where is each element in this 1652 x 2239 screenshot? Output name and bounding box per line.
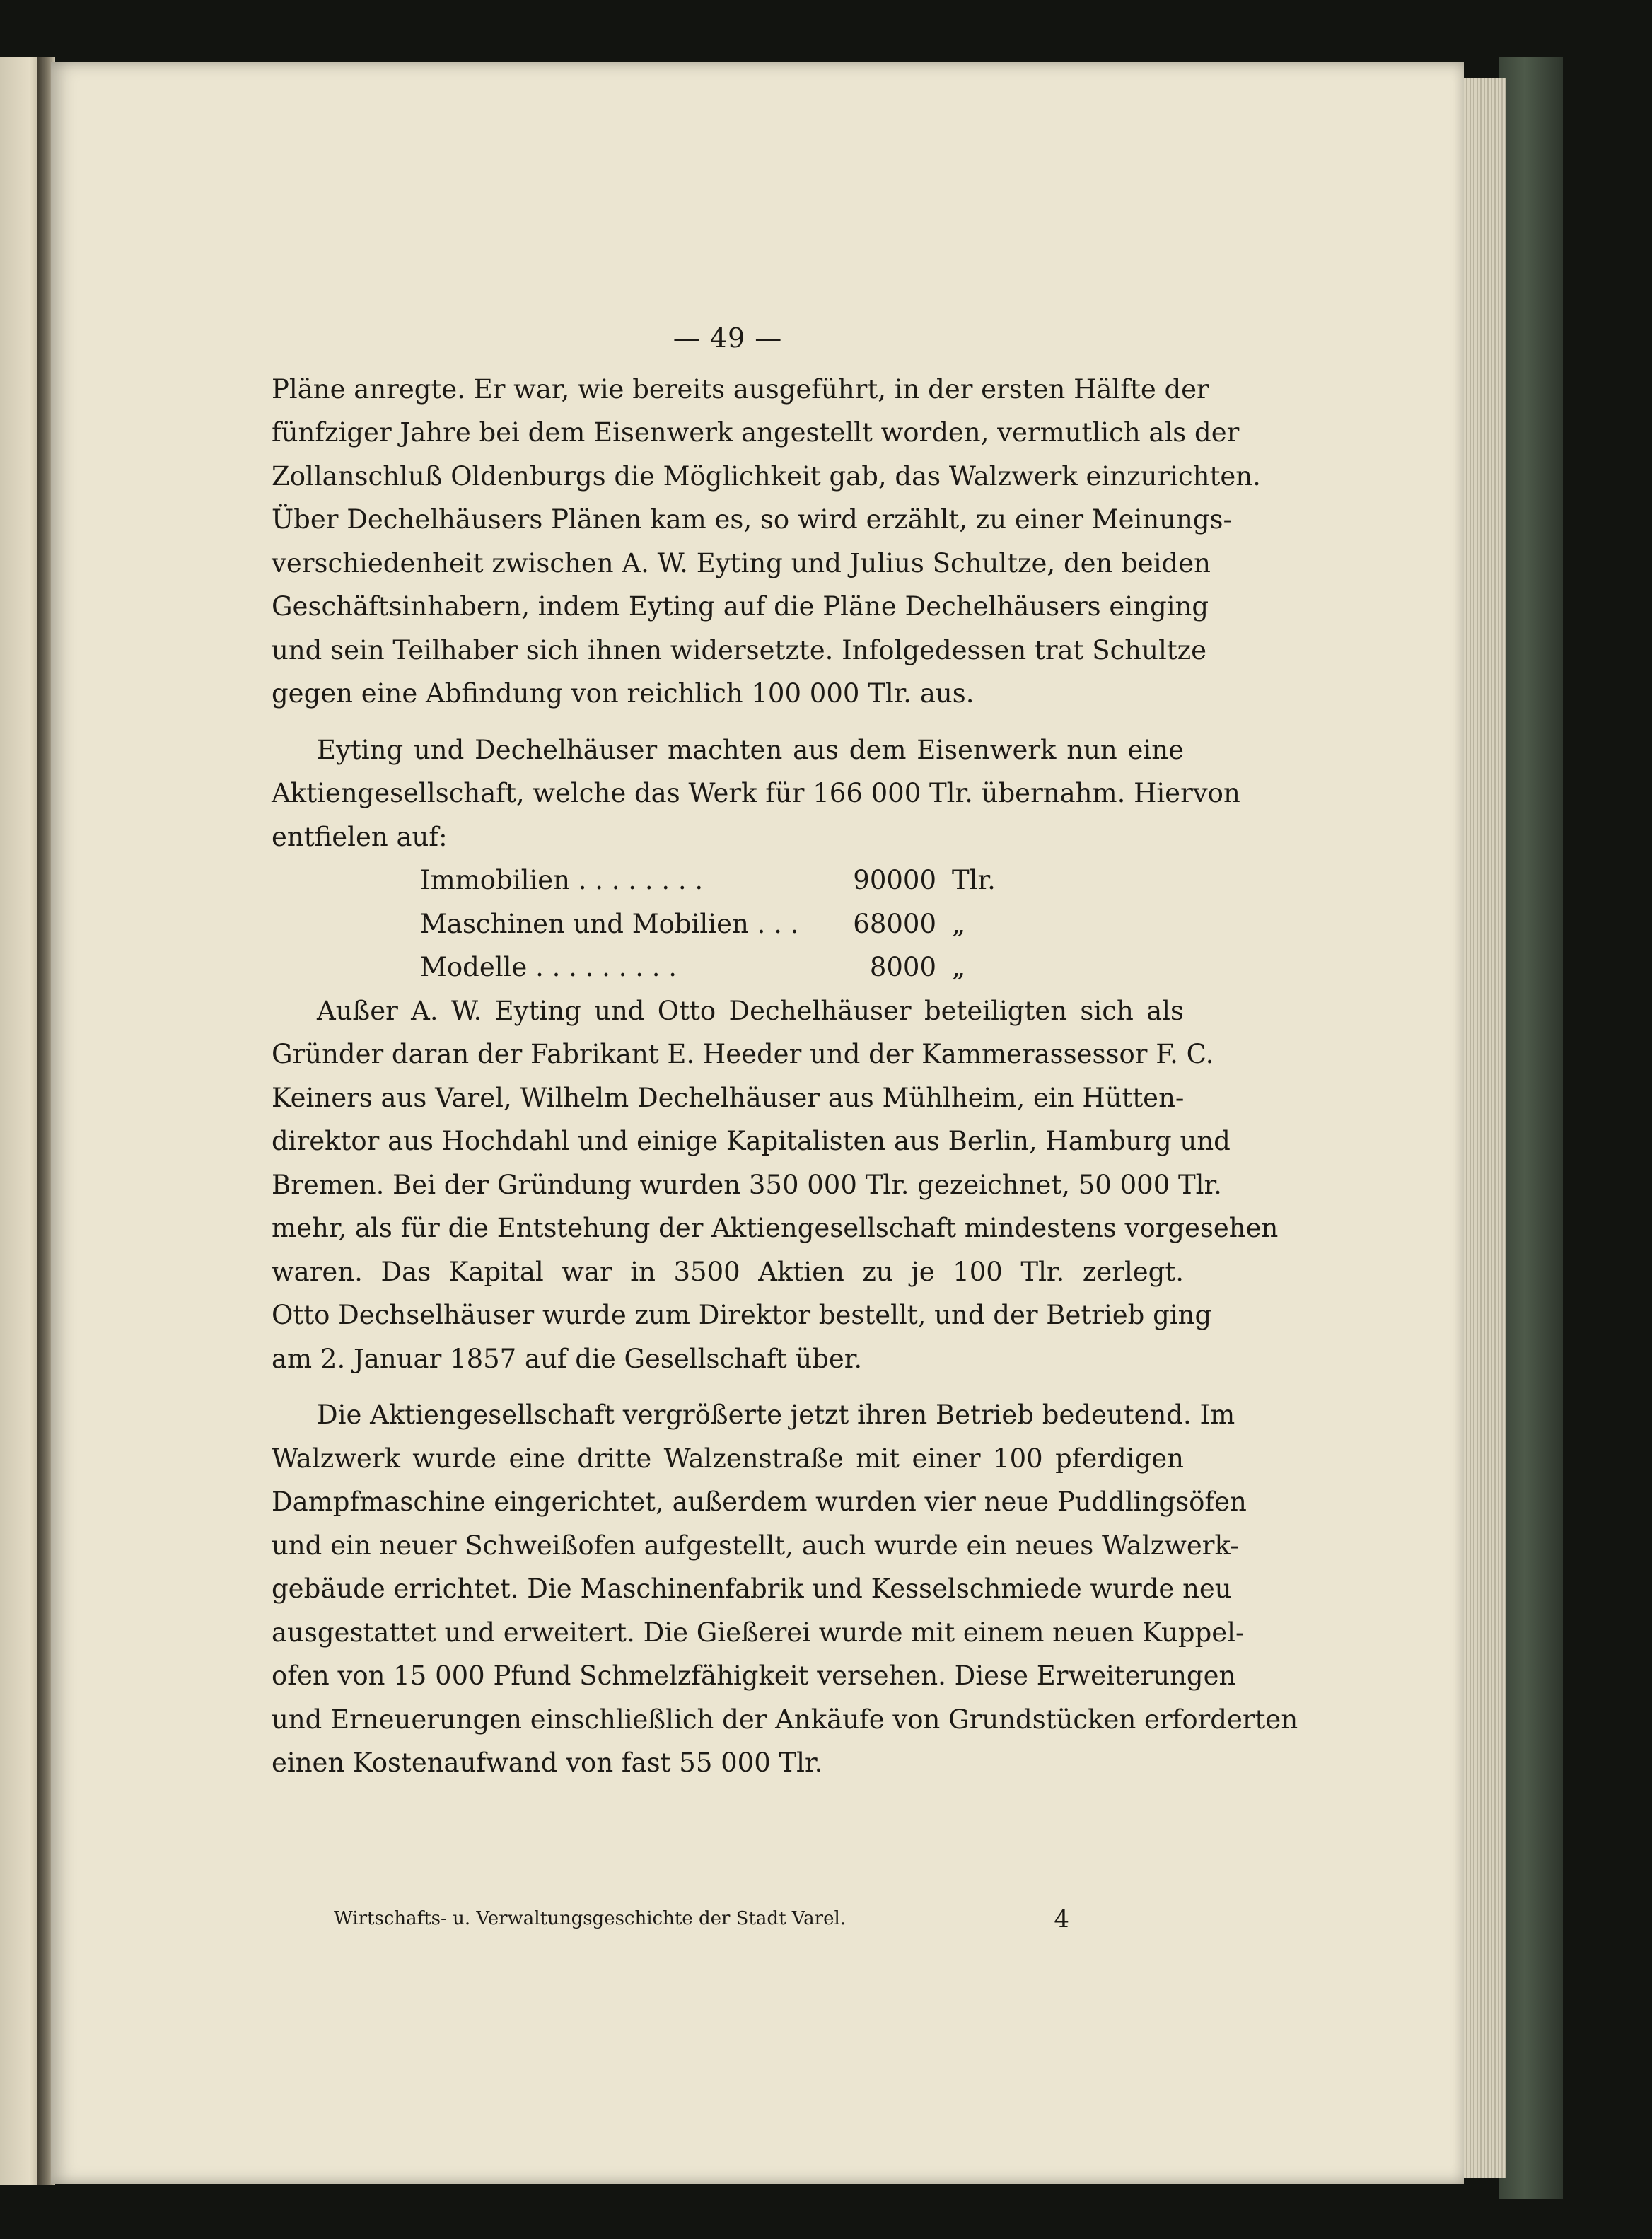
text-line: Über Dechelhäusers Plänen kam es, so wird erzählt, zu einer Meinungs- [272,504,1233,535]
text-line: mehr, als für die Entstehung der Aktiengesellschaft mindestens vorgesehen [272,1213,1279,1243]
text-line: Keiners aus Varel, Wilhelm Dechelhäuser aus Mühlheim, ein Hütten- [272,1082,1185,1113]
text-line: Geschäftsinhabern, indem Eyting auf die Pläne Dechelhäusers einging [272,591,1209,622]
text-line: Die Aktiengesellschaft vergrößerte jetzt ihren Betrieb bedeutend. Im [317,1400,1235,1430]
page-number: — 49 — [673,322,783,354]
asset-unit: „ [952,908,966,939]
paragraph-1 [272,368,1261,716]
book-page [51,62,1464,2184]
text-line: Bremen. Bei der Gründung wurden 350 000 Tlr. gezeichnet, 50 000 Tlr. [272,1169,1222,1200]
paragraph-4 [272,1393,1298,1785]
text-line: Gründer daran der Fabrikant E. Heeder und der Kammerassessor F. C. [272,1039,1214,1069]
text-line: verschiedenheit zwischen A. W. Eyting und Julius Schultze, den beiden [272,547,1211,578]
text-line: Otto Dechselhäuser wurde zum Direktor bestellt, und der Betrieb ging [272,1300,1212,1330]
text-line: und Erneuerungen einschließlich der Ankäufe von Grundstücken erforderten [272,1704,1298,1735]
text-line: Dampfmaschine eingerichtet, außerdem wurden vier neue Puddlingsöfen [272,1487,1247,1517]
table-row [420,902,1037,946]
paragraph-3 [272,989,1279,1381]
signature-mark: 4 [1054,1905,1069,1933]
text-line: gebäude errichtet. Die Maschinenfabrik und Kesselschmiede wurde neu [272,1574,1232,1604]
facing-page-edge [0,57,42,2185]
asset-amount: 90000 [853,865,936,895]
text-line: Aktiengesellschaft, welche das Werk für 166 000 Tlr. übernahm. Hiervon [272,778,1240,808]
table-row [420,859,1037,902]
text-line: ofen von 15 000 Pfund Schmelzfähigkeit versehen. Diese Erweiterungen [272,1661,1236,1691]
text-line: Eyting und Dechelhäuser machten aus dem Eisenwerk nun eine [317,734,1184,765]
text-line: fünfziger Jahre bei dem Eisenwerk angestellt worden, vermutlich als der [272,417,1240,448]
footer-title: Wirtschafts- u. Verwaltungsgeschichte der Stadt Varel. [334,1908,847,1929]
text-line: Außer A. W. Eyting und Otto Dechelhäuser beteiligten sich als [317,995,1184,1026]
page-footer [334,1905,1069,1933]
asset-breakdown-table [420,859,1037,989]
asset-name: Maschinen und Mobilien . . . [420,908,799,939]
asset-name: Immobilien . . . . . . . . [420,865,704,895]
text-line: ausgestattet und erweitert. Die Gießerei wurde mit einem neuen Kuppel- [272,1617,1245,1648]
book-cover-edge [1499,57,1563,2199]
text-line: gegen eine Abfindung von reichlich 100 000 Tlr. aus. [272,678,975,709]
asset-amount: 68000 [853,908,936,939]
asset-unit: Tlr. [952,865,996,895]
paragraph-2 [272,728,1240,859]
text-line: direktor aus Hochdahl und einige Kapitalisten aus Berlin, Hamburg und [272,1126,1231,1156]
text-line: Pläne anregte. Er war, wie bereits ausgeführt, in der ersten Hälfte der [272,373,1209,405]
text-block [272,317,1298,1785]
text-line: einen Kostenaufwand von fast 55 000 Tlr. [272,1747,823,1778]
text-line: am 2. Januar 1857 auf die Gesellschaft über. [272,1343,863,1374]
text-line: Zollanschluß Oldenburgs die Möglichkeit gab, das Walzwerk einzurichten. [272,460,1261,492]
text-line: und ein neuer Schweißofen aufgestellt, auch wurde ein neues Walzwerk- [272,1530,1239,1561]
asset-name: Modelle . . . . . . . . . [420,952,677,982]
table-row [420,946,1037,989]
text-line: und sein Teilhaber sich ihnen widersetzte. Infolgedessen trat Schultze [272,634,1207,665]
text-line: entfielen auf: [272,821,448,852]
asset-unit: „ [952,952,966,982]
page-stack-edges [1457,78,1506,2178]
text-line: Walzwerk wurde eine dritte Walzenstraße mit einer 100 pferdigen [272,1443,1184,1474]
asset-amount: 8000 [869,952,936,982]
text-line: waren. Das Kapital war in 3500 Aktien zu je 100 Tlr. zerlegt. [272,1256,1184,1287]
